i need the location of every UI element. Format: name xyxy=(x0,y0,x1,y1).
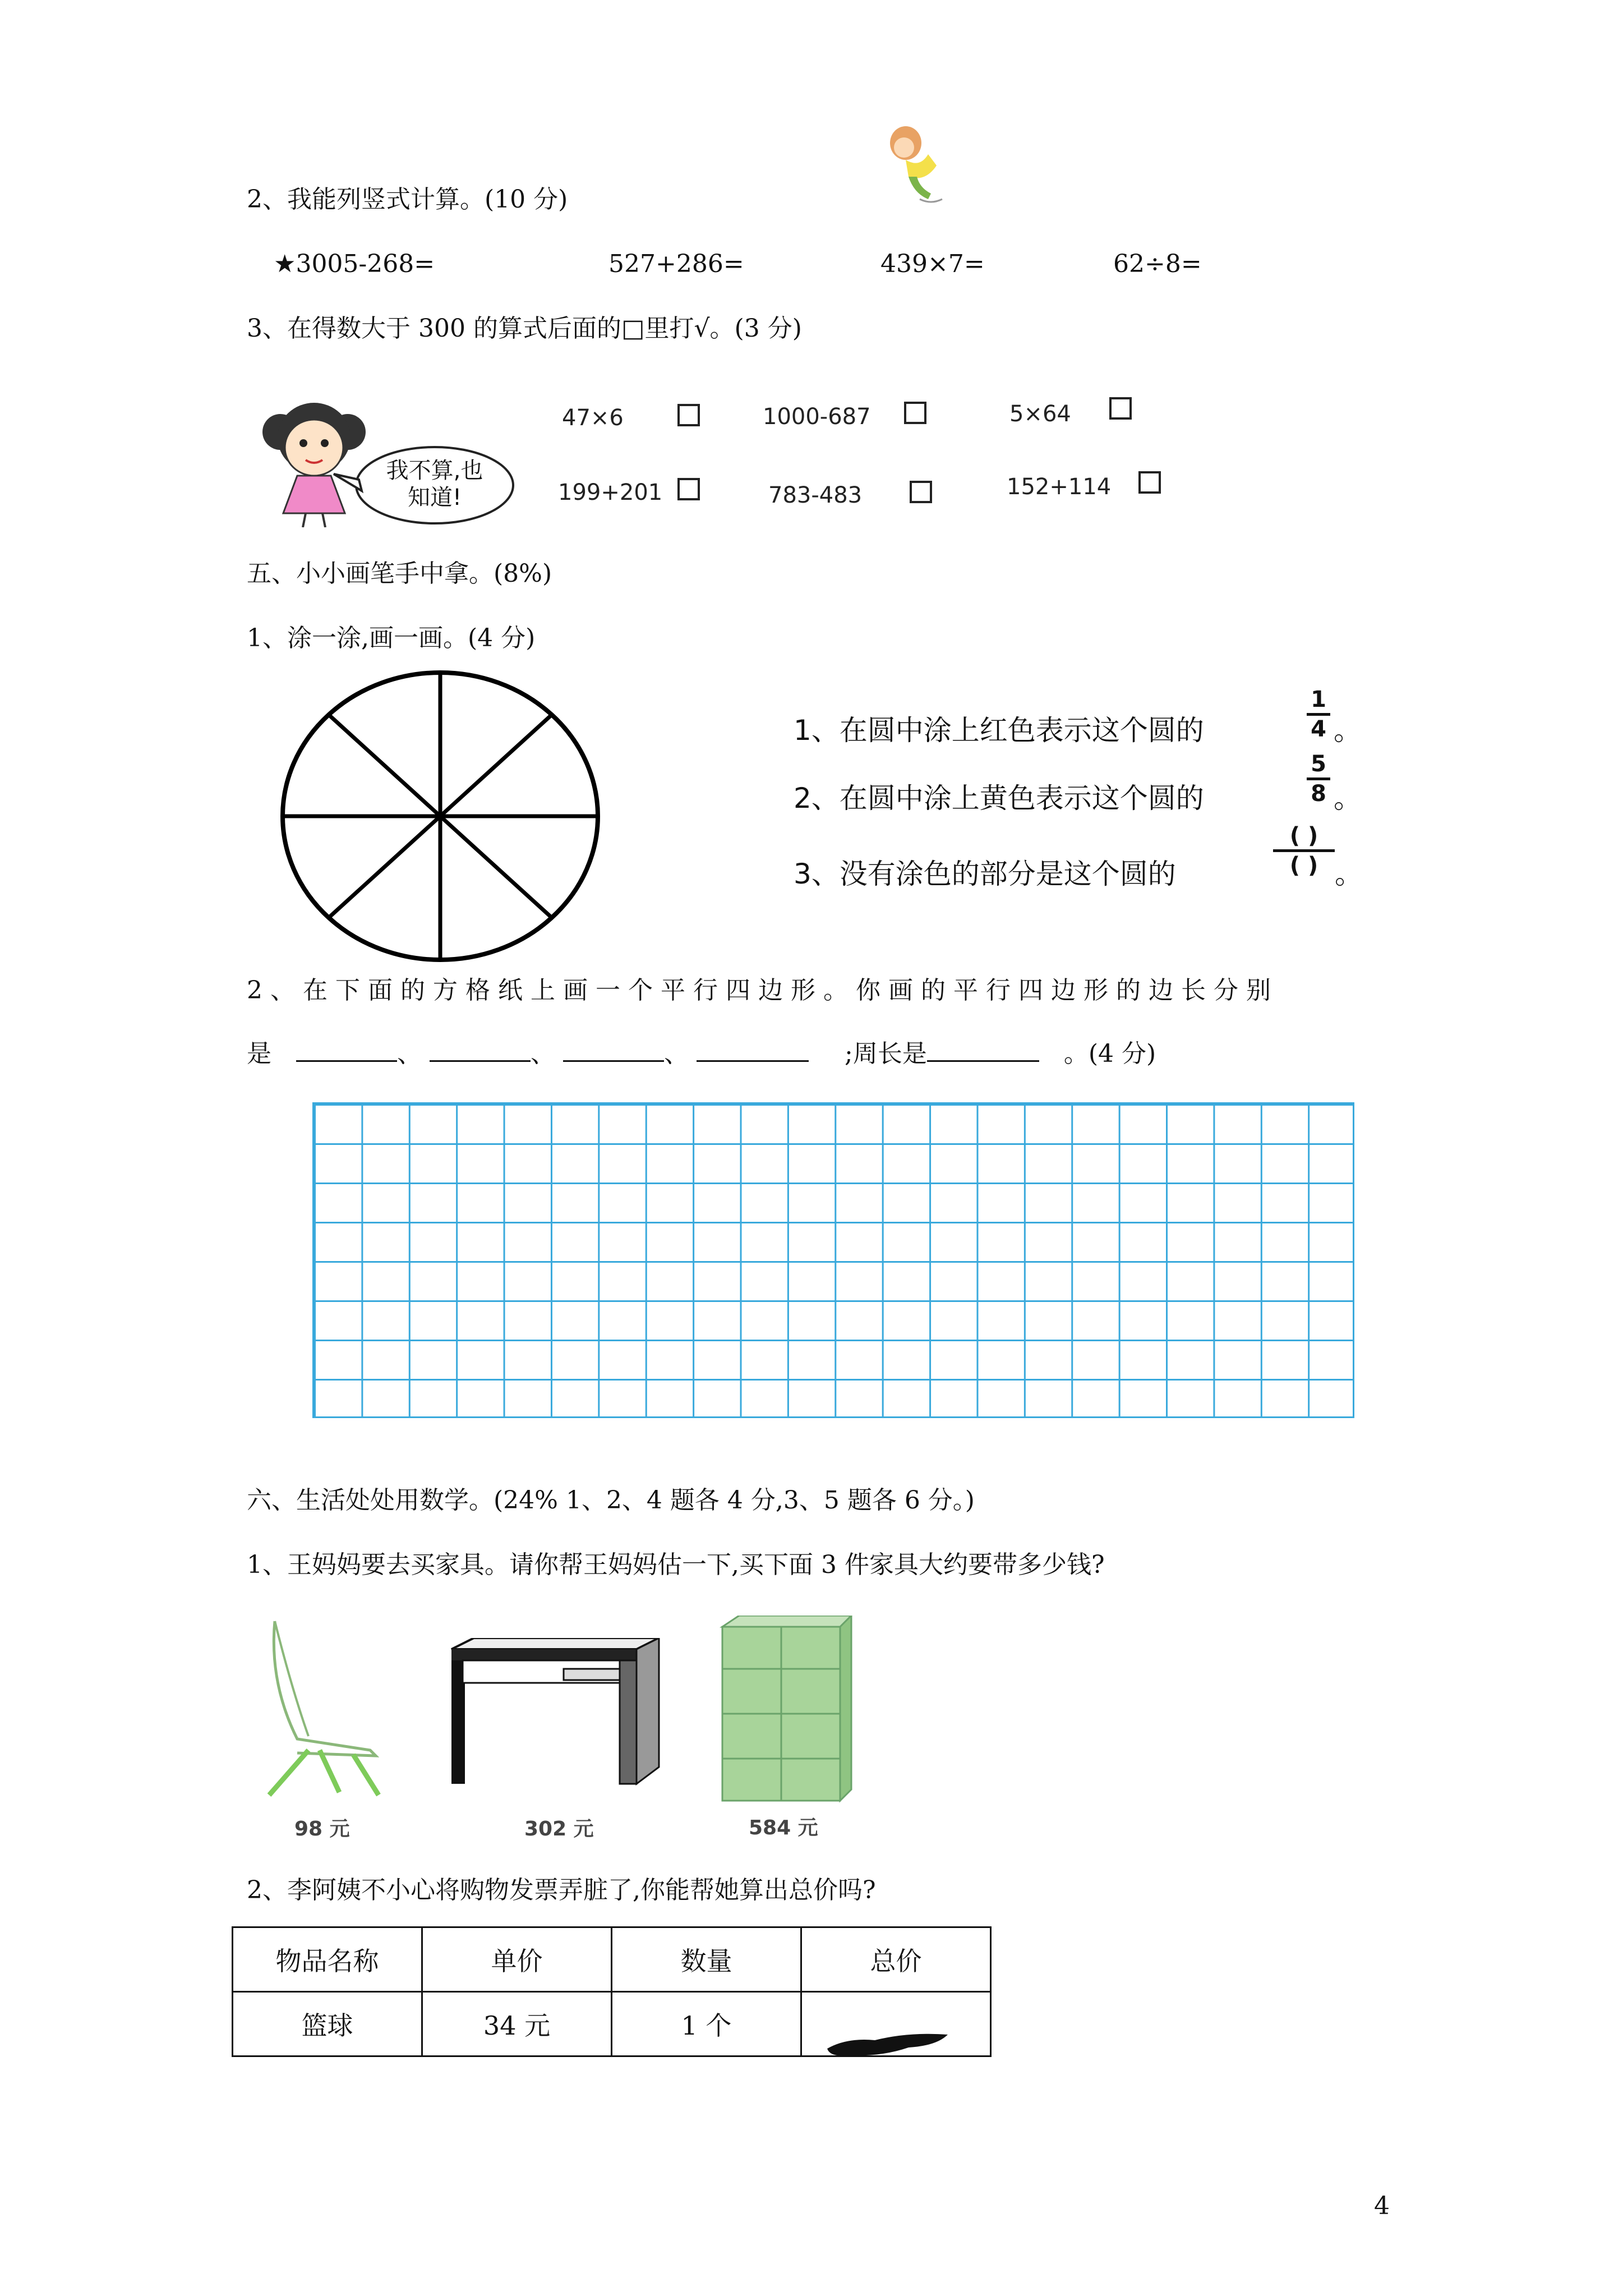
question-2-title: 2、我能列竖式计算。(10 分) xyxy=(247,185,568,214)
invoice-row xyxy=(233,1992,991,2056)
fraction-one-quarter xyxy=(1307,687,1330,742)
section-six-title: 六、生活处处用数学。(24% 1、2、4 题各 4 分,3、5 题各 6 分。) xyxy=(247,1486,975,1515)
check-box-4[interactable] xyxy=(677,478,700,500)
grid-paper[interactable] xyxy=(312,1102,1354,1418)
speech-line-1: 我不算,也 xyxy=(386,458,483,484)
instruction-2-period: 。 xyxy=(1334,782,1362,815)
check-box-1[interactable] xyxy=(677,404,700,426)
fraction-1-denominator: 4 xyxy=(1311,716,1326,742)
side-blank-4[interactable] xyxy=(697,1038,809,1062)
header-quantity: 数量 xyxy=(612,1927,801,1992)
girl-figure-illustration xyxy=(875,115,953,210)
check-item-5: 783-483 xyxy=(768,482,863,508)
section-six-q1-title: 1、王妈妈要去买家具。请你帮王妈妈估一下,买下面 3 件家具大约要带多少钱? xyxy=(247,1550,1105,1579)
chair-illustration xyxy=(258,1616,393,1806)
cell-quantity: 1 个 xyxy=(612,1992,801,2056)
section-five-q2-line1: 2、在下面的方格纸上画一个平行四边形。你画的平行四边形的边长分别 xyxy=(247,976,1279,1005)
cabinet-illustration xyxy=(717,1616,857,1803)
cabinet-price: 584 元 xyxy=(749,1816,818,1839)
side-blank-2[interactable] xyxy=(430,1038,531,1062)
calc-problem-1: ★3005-268= xyxy=(274,250,435,278)
q2-sep-3: 、 xyxy=(664,1039,689,1068)
check-item-6: 152+114 xyxy=(1007,474,1112,500)
fraction-3-numerator: ( ) xyxy=(1289,823,1318,849)
check-box-2[interactable] xyxy=(904,402,926,424)
section-six-q2-title: 2、李阿姨不小心将购物发票弄脏了,你能帮她算出总价吗? xyxy=(247,1876,876,1904)
page-number: 4 xyxy=(1374,2192,1390,2220)
section-five-q2-line2 xyxy=(247,1038,1156,1070)
fraction-blank[interactable] xyxy=(1273,823,1335,878)
side-blank-1[interactable] xyxy=(296,1038,397,1062)
instruction-1: 1、在圆中涂上红色表示这个圆的 xyxy=(794,714,1204,747)
fraction-2-numerator: 5 xyxy=(1311,751,1326,777)
calc-problem-3: 439×7= xyxy=(880,250,985,278)
q2-start: 是 xyxy=(247,1039,271,1068)
check-item-1: 47×6 xyxy=(562,405,624,431)
header-item-name: 物品名称 xyxy=(233,1927,422,1992)
header-total-price: 总价 xyxy=(801,1927,991,1992)
chair-price: 98 元 xyxy=(294,1818,350,1841)
invoice-table xyxy=(232,1926,992,2057)
perimeter-blank[interactable] xyxy=(927,1038,1039,1062)
instruction-3-period: 。 xyxy=(1335,858,1363,890)
cell-item-name: 篮球 xyxy=(233,1992,422,2056)
instruction-2: 2、在圆中涂上黄色表示这个圆的 xyxy=(794,782,1204,815)
instruction-1-period: 。 xyxy=(1334,714,1362,747)
check-item-4: 199+201 xyxy=(558,480,663,505)
fraction-2-denominator: 8 xyxy=(1311,781,1326,807)
fraction-3-denominator: ( ) xyxy=(1289,853,1318,878)
q2-sep-2: 、 xyxy=(531,1039,555,1068)
header-unit-price: 单价 xyxy=(422,1927,612,1992)
cell-total-price[interactable] xyxy=(801,1992,991,2056)
speech-line-2: 知道! xyxy=(407,485,462,510)
check-item-2: 1000-687 xyxy=(763,404,871,430)
section-five-q1-title: 1、涂一涂,画一画。(4 分) xyxy=(247,624,536,652)
desk-price: 302 元 xyxy=(524,1818,594,1841)
check-box-5[interactable] xyxy=(910,481,932,503)
instruction-3: 3、没有涂色的部分是这个圆的 xyxy=(794,858,1176,890)
check-item-3: 5×64 xyxy=(1009,401,1071,427)
check-box-6[interactable] xyxy=(1138,471,1161,494)
divided-circle[interactable] xyxy=(278,668,603,965)
invoice-header-row xyxy=(233,1927,991,1992)
question-3-title: 3、在得数大于 300 的算式后面的□里打√。(3 分) xyxy=(247,314,802,343)
q2-sep-1: 、 xyxy=(397,1039,422,1068)
section-five-title: 五、小小画笔手中拿。(8%) xyxy=(247,559,552,588)
fraction-five-eighths xyxy=(1307,752,1330,806)
side-blank-3[interactable] xyxy=(563,1038,664,1062)
fraction-1-numerator: 1 xyxy=(1311,687,1326,712)
q2-perimeter-label: ;周长是 xyxy=(845,1039,927,1068)
girl-speaking-illustration xyxy=(250,387,541,527)
ink-smudge xyxy=(824,2026,953,2060)
check-box-3[interactable] xyxy=(1109,397,1132,420)
cell-unit-price: 34 元 xyxy=(422,1992,612,2056)
q2-end: 。(4 分) xyxy=(1063,1039,1156,1068)
calc-problem-4: 62÷8= xyxy=(1113,250,1202,278)
calc-problem-2: 527+286= xyxy=(608,250,744,278)
desk-illustration xyxy=(446,1638,665,1789)
